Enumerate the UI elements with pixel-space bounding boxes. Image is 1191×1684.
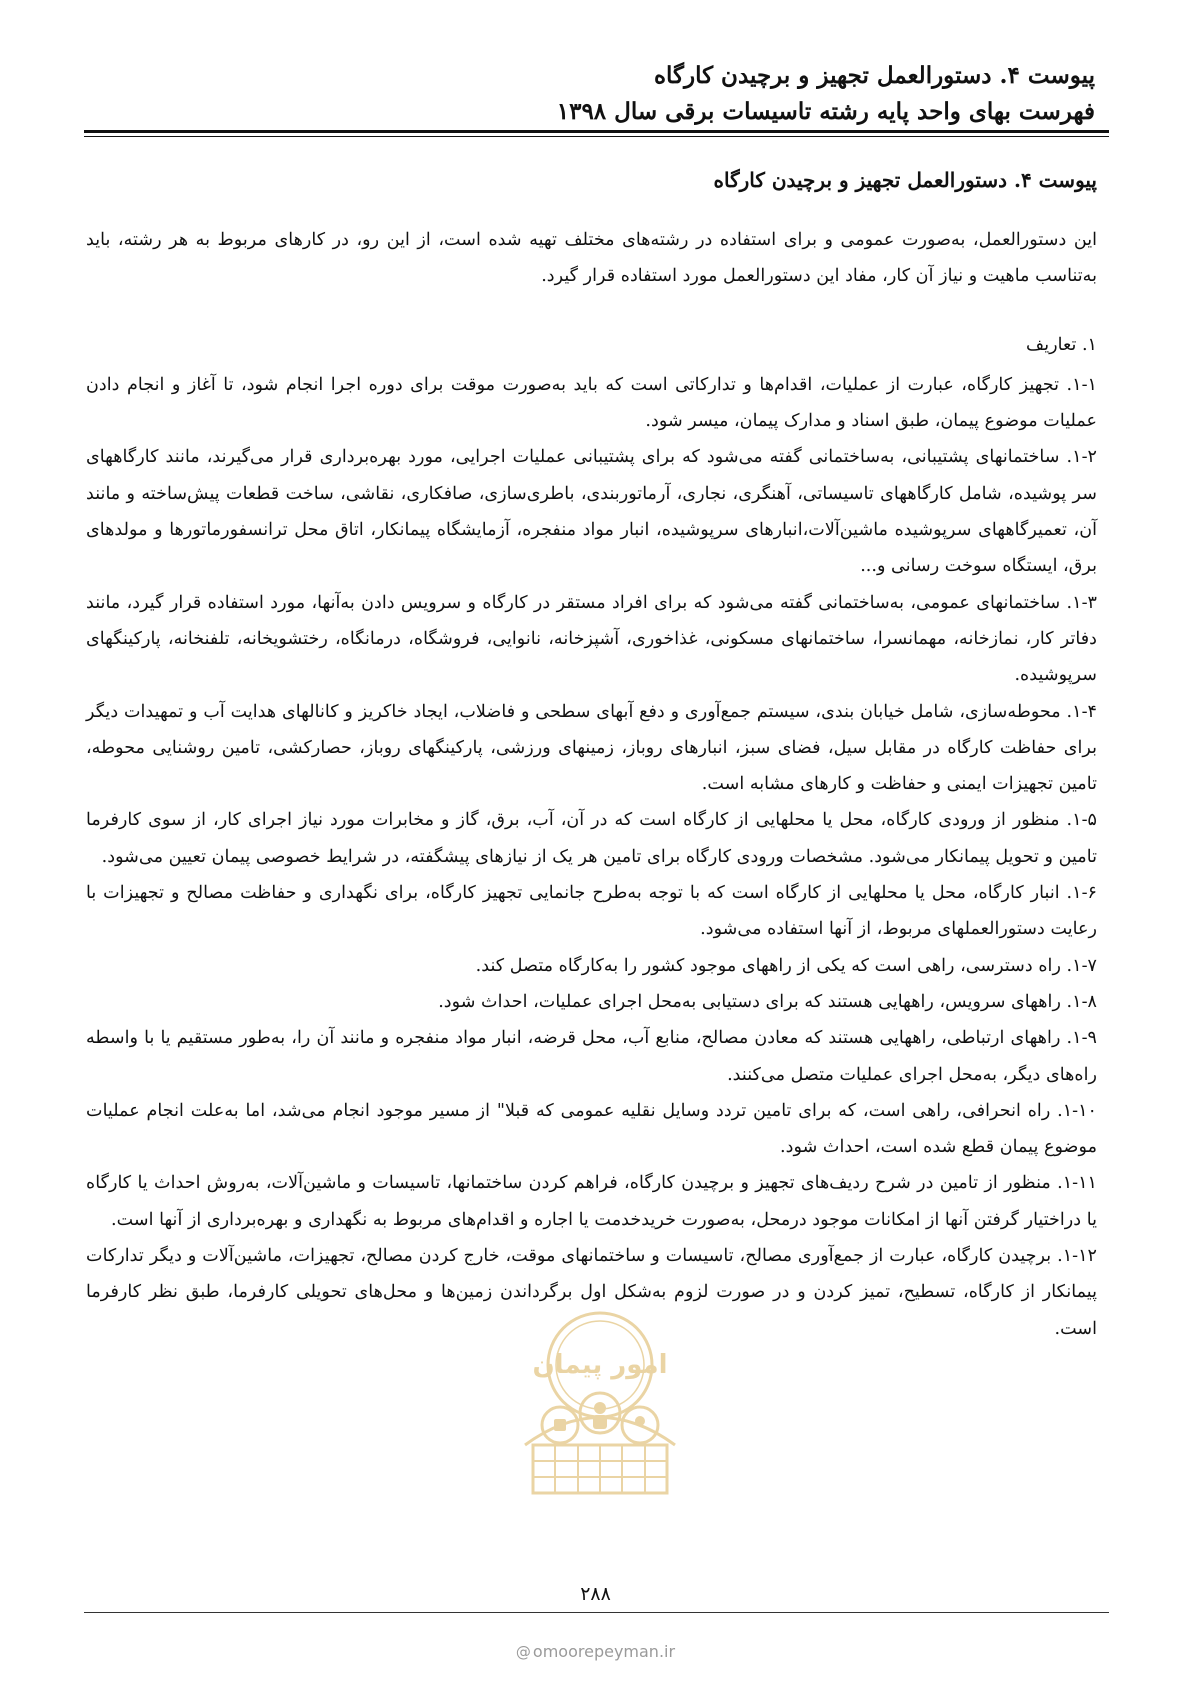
footer-website — [0, 1642, 1191, 1661]
watermark-logo-icon — [505, 1295, 695, 1505]
section-heading: ۱. تعاریف — [1026, 334, 1097, 355]
document-body — [86, 222, 1097, 1347]
definition-item: ۱-۵. منظور از ورودی کارگاه، محل یا محلهایی از کارگاه است که در آن، آب، برق، گاز و مخابرات مورد نیاز اجرای کار، از سوی کارفرما تامین و تحویل پیمانکار می‌شود. مشخصات ورودی کارگاه برای تامین هر یک از نیازهای پیشگفته، در شرایط خصوصی پیمان تعیین می‌شود. — [86, 810, 1097, 867]
definition-item: ۱-۷. راه دسترسی، راهی است که یکی از راههای موجود کشور را به‌کارگاه متصل کند. — [475, 955, 1097, 976]
header-rule-thin — [84, 136, 1109, 137]
definition-item: ۱-۳. ساختمانهای عمومی، به‌ساختمانی گفته می‌شود که برای افراد مستقر در کارگاه و سرویس دادن به‌آنها، مورد استفاده قرار گیرد، مانند دفاتر کار، نمازخانه، مهمانسرا، ساختمانهای مسکونی، غذاخوری، آشپزخانه، نانوایی، فروشگاه، درمانگاه، رختشویخانه، تلفنخانه، پارکینگهای سرپوشیده. — [86, 592, 1097, 686]
running-header-title: پیوست ۴. دستورالعمل تجهیز و برچیدن کارگاه — [653, 62, 1095, 89]
intro-paragraph: این دستورالعمل، به‌صورت عمومی و برای استفاده در رشته‌های مختلف تهیه شده است، از این رو، در کارهای مربوط به هر رشته، باید به‌تناسب ماهیت و نیاز آن کار، مفاد این دستورالعمل مورد استفاده قرار گیرد. — [86, 230, 1097, 287]
definition-item: ۱-۲. ساختمانهای پشتیبانی، به‌ساختمانی گفته می‌شود که برای پشتیبانی عملیات اجرایی، مورد بهره‌برداری قرار می‌گیرند، مانند کارگاههای سر پوشیده، شامل کارگاههای تاسیساتی، آهنگری، نجاری، آرماتوربندی، باطری‌سازی، صافکاری، نقاشی، ساخت قطعات پیش‌ساخته و مانند آن، تعمیرگاههای سرپوشیده ماشین‌آلات،انبارهای سرپوشیده، انبار مواد منفجره، آزمایشگاه پیمانکار، اتاق محل ترانسفورماتورها و مولدهای برق، ایستگاه سوخت رسانی و... — [86, 447, 1097, 577]
running-header-subtitle: فهرست بهای واحد پایه رشته تاسیسات برقی سال ۱۳۹۸ — [556, 98, 1095, 125]
footer-website-text: omoorepeyman.ir — [532, 1642, 676, 1661]
definition-item: ۱-۱. تجهیز کارگاه، عبارت از عملیات، اقدام‌ها و تدارکاتی است که باید به‌صورت موقت برای دوره اجرا انجام شود، تا آغاز و انجام دادن عملیات موضوع پیمان، طبق اسناد و مدارک پیمان، میسر شود. — [86, 374, 1097, 432]
definition-item: ۱-۱۱. منظور از تامین در شرح ردیف‌های تجهیز و برچیدن کارگاه، فراهم کردن ساختمانها، تاسیسات و ماشین‌آلات، به‌روش احداث یا کارگاه یا دراختیار گرفتن آنها از امکانات موجود درمحل، به‌صورت خریدخدمت یا اجاره و اقدام‌های مربوط به نگهداری و بهره‌برداری از آنها است. — [86, 1173, 1097, 1230]
definition-item: ۱-۸. راههای سرویس، راههایی هستند که برای دستیابی به‌محل اجرای عملیات، احداث شود. — [438, 991, 1097, 1012]
definition-item: ۱-۱۲. برچیدن کارگاه، عبارت از جمع‌آوری مصالح، تاسیسات و ساختمانهای موقت، خارج کردن مصالح، تجهیزات، ماشین‌آلات و دیگر تدارکات پیمانکار از کارگاه، تسطیح، تمیز کردن و در صورت لزوم به‌شکل اول برگرداندن زمین‌ها و محل‌های تحویلی کارفرما، طبق نظر کارفرما است. — [86, 1246, 1097, 1339]
definition-item: ۱-۴. محوطه‌سازی، شامل خیابان بندی، سیستم جمع‌آوری و دفع آبهای سطحی و فاضلاب، ایجاد خاکریز و کانالهای هدایت آب و تمهیدات دیگر برای حفاظت کارگاه در مقابل سیل، فضای سبز، انبارهای روباز، زمینهای ورزشی، پارکینگهای روباز، حصارکشی، تامین روشنایی محوطه، تامین تجهیزات ایمنی و حفاظت و کارهای مشابه است. — [86, 701, 1097, 795]
page-title: پیوست ۴. دستورالعمل تجهیز و برچیدن کارگاه — [713, 168, 1097, 192]
at-sign-icon: @ — [515, 1643, 531, 1661]
header-rule-thick — [84, 130, 1109, 133]
svg-text:امور پیمان: امور پیمان — [532, 1350, 668, 1380]
definition-item: ۱-۶. انبار کارگاه، محل یا محلهایی از کارگاه است که با توجه به‌طرح جانمایی تجهیز کارگاه، برای نگهداری و حفاظت مصالح و تجهیزات با رعایت دستورالعملهای مربوط، از آنها استفاده می‌شود. — [86, 883, 1097, 940]
definition-item: ۱-۹. راههای ارتباطی، راههایی هستند که معادن مصالح، منابع آب، محل قرضه، انبار مواد منفجره و مانند آن را، به‌طور مستقیم یا با واسطه راه‌های دیگر، به‌محل اجرای عملیات متصل می‌کنند. — [86, 1028, 1097, 1085]
definition-item: ۱-۱۰. راه انحرافی، راهی است، که برای تامین تردد وسایل نقلیه عمومی که قبلا" از مسیر موجود انجام می‌شد، اما به‌علت انجام عملیات موضوع پیمان قطع شده است، احداث شود. — [86, 1100, 1097, 1158]
page-number: ۲۸۸ — [580, 1583, 611, 1605]
footer-rule — [84, 1612, 1109, 1613]
